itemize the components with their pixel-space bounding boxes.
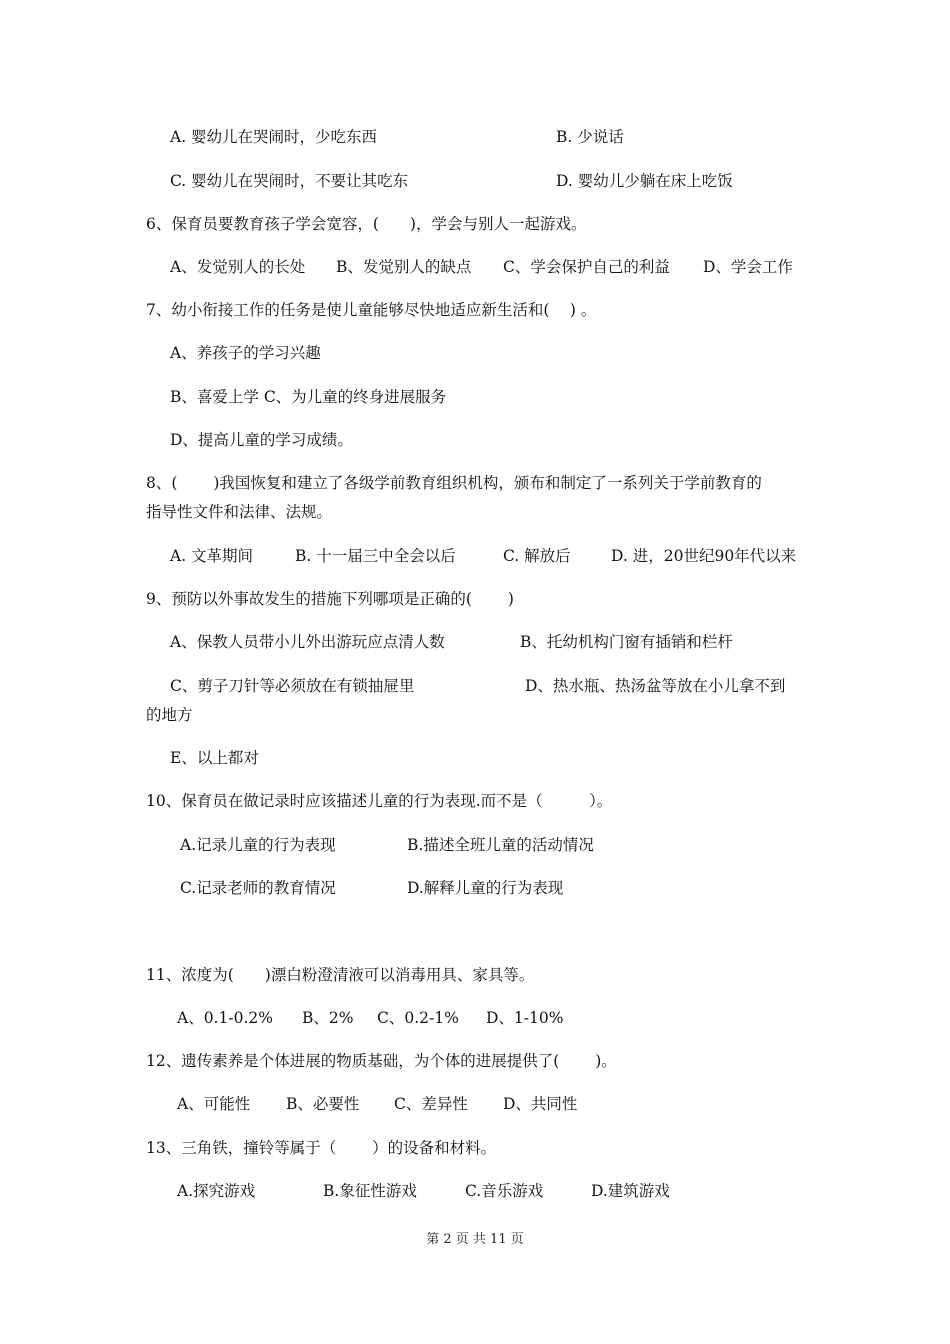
q10-stem: 10、保育员在做记录时应该描述儿童的行为表现.而不是（ ）。 [146,792,613,810]
q11-option-d: D、1-10% [486,1009,564,1027]
q8-option-a: A. 文革期间 [170,547,254,565]
q12-stem: 12、遗传素养是个体进展的物质基础，为个体的进展提供了( )。 [146,1052,617,1070]
q11-option-b: B、2% [302,1009,354,1027]
q12-option-d: D、共同性 [503,1095,578,1113]
q6-option-c: C、学会保护自己的利益 [503,258,670,276]
q9-option-d-line1: D、热水瓶、热汤盆等放在小儿拿不到 [525,677,786,695]
q8-stem-line1: 8、( )我国恢复和建立了各级学前教育组织机构，颁布和制定了一系列关于学前教育的 [146,474,762,492]
q9-option-d-line2: 的地方 [146,706,193,724]
q13-option-a: A.探究游戏 [177,1182,256,1200]
q8-option-b: B. 十一届三中全会以后 [295,547,456,565]
q9-option-a: A、保教人员带小儿外出游玩应点清人数 [170,633,445,651]
q8-stem-line2: 指导性文件和法律、法规。 [146,503,333,521]
q10-option-d: D.解释儿童的行为表现 [407,879,564,897]
q13-option-c: C.音乐游戏 [465,1182,544,1200]
q5-option-d: D. 婴幼儿少躺在床上吃饭 [556,172,733,190]
q9-option-e: E、以上都对 [170,749,259,767]
q13-option-b: B.象征性游戏 [323,1182,417,1200]
q6-stem: 6、保育员要教育孩子学会宽容，( )，学会与别人一起游戏。 [146,215,587,233]
q6-option-a: A、发觉别人的长处 [170,258,306,276]
q12-option-a: A、可能性 [177,1095,251,1113]
q7-option-bc: B、喜爱上学 C、为儿童的终身进展服务 [170,388,447,406]
q5-option-b: B. 少说话 [556,128,624,146]
q8-option-c: C. 解放后 [503,547,571,565]
q5-option-a: A. 婴幼儿在哭闹时，少吃东西 [170,128,378,146]
q10-option-a: A.记录儿童的行为表现 [180,836,336,854]
q13-stem: 13、三角铁，撞铃等属于（ ）的设备和材料。 [146,1139,497,1157]
q10-option-b: B.描述全班儿童的活动情况 [407,836,594,854]
page-footer: 第 2 页 共 11 页 [426,1232,524,1247]
q7-stem: 7、幼小衔接工作的任务是使儿童能够尽快地适应新生活和( ) 。 [146,301,597,319]
q11-stem: 11、浓度为( )漂白粉澄清液可以消毒用具、家具等。 [146,966,535,984]
q9-option-b: B、托幼机构门窗有插销和栏杆 [520,633,733,651]
q11-option-c: C、0.2-1% [377,1009,459,1027]
q6-option-d: D、学会工作 [703,258,793,276]
q12-option-c: C、差异性 [394,1095,468,1113]
q6-option-b: B、发觉别人的缺点 [336,258,472,276]
q10-option-c: C.记录老师的教育情况 [180,879,336,897]
q8-option-d: D. 进，20世纪90年代以来 [611,547,797,565]
q5-option-c: C. 婴幼儿在哭闹时，不要让其吃东 [170,172,409,190]
q7-option-a: A、养孩子的学习兴趣 [170,344,321,362]
q7-option-d: D、提高儿童的学习成绩。 [170,431,353,449]
q9-option-c: C、剪子刀针等必须放在有锁抽屉里 [170,677,415,695]
q12-option-b: B、必要性 [286,1095,360,1113]
q9-stem: 9、预防以外事故发生的措施下列哪项是正确的( ) [146,590,514,608]
q11-option-a: A、0.1-0.2% [177,1009,273,1027]
q13-option-d: D.建筑游戏 [591,1182,670,1200]
